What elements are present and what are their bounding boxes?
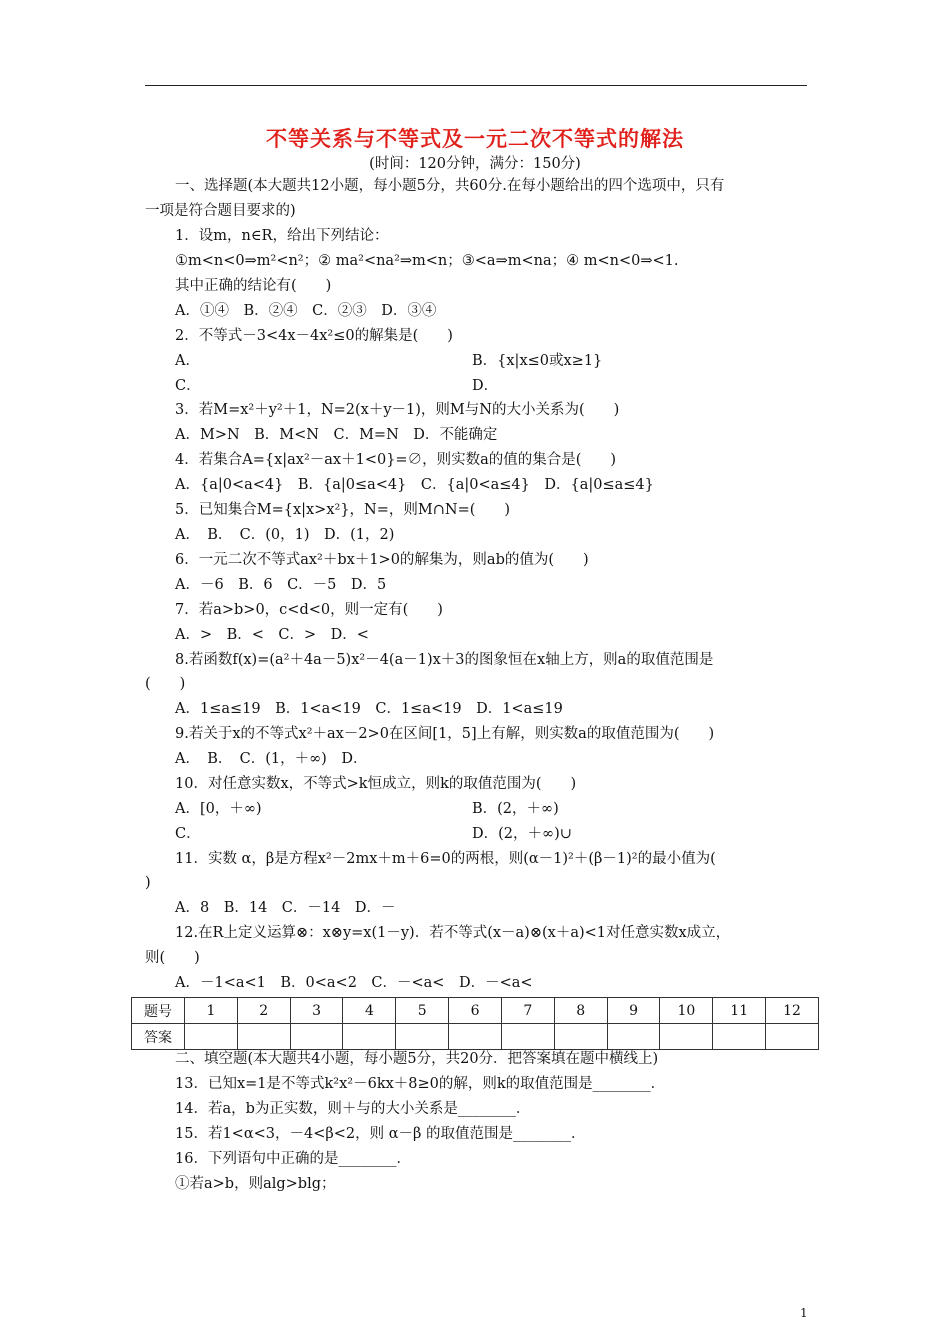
q1-options: A．①④ B．②④ C．②③ D．③④ bbox=[175, 303, 437, 319]
q2-option-b: B．{x|x≤0或x≥1} bbox=[472, 353, 603, 369]
q10-option-d: D．(2，＋∞)∪ bbox=[472, 826, 572, 842]
document-title: 不等关系与不等式及一元二次不等式的解法 bbox=[266, 126, 684, 151]
answer-table-header-row bbox=[132, 998, 819, 1024]
q10-option-c: C． bbox=[175, 826, 201, 842]
table-number-cell: 5 bbox=[396, 998, 449, 1024]
q2-option-a: A． bbox=[175, 353, 200, 369]
q1-prompt: 其中正确的结论有( ) bbox=[175, 278, 332, 294]
q6-options: A．－6 B．6 C．－5 D．5 bbox=[175, 577, 387, 593]
q10-option-a: A．[0，＋∞) bbox=[175, 801, 262, 817]
table-number-cell: 4 bbox=[343, 998, 396, 1024]
answer-cell[interactable] bbox=[343, 1024, 396, 1050]
q13-stem: 13．已知x=1是不等式k²x²－6kx＋8≥0的解，则k的取值范围是________． bbox=[175, 1076, 666, 1092]
q6-stem: 6．一元二次不等式ax²＋bx＋1>0的解集为，则ab的值为( ) bbox=[175, 552, 589, 568]
q12-options: A．－1<a<1 B．0<a<2 C．－<a< D．－<a< bbox=[175, 975, 533, 991]
answer-cell[interactable] bbox=[607, 1024, 660, 1050]
q1-statements: ①m<n<0⇒m²<n²；② ma²<na²⇒m<n；③<a⇒m<na；④ m<n<0⇒<1. bbox=[175, 253, 679, 269]
q8-stem: 8.若函数f(x)=(a²＋4a－5)x²－4(a－1)x＋3的图象恒在x轴上方，则a的取值范围是 bbox=[175, 652, 714, 668]
table-number-cell: 9 bbox=[607, 998, 660, 1024]
table-header-label: 题号 bbox=[132, 998, 185, 1024]
document-subtitle: (时间：120分钟，满分：150分) bbox=[369, 156, 581, 172]
answer-cell[interactable] bbox=[449, 1024, 502, 1050]
answer-cell[interactable] bbox=[185, 1024, 238, 1050]
q5-stem: 5．已知集合M={x|x>x²}，N=，则M∩N=( ) bbox=[175, 502, 511, 518]
q16-statement-1: ①若a>b，则alg>blg； bbox=[175, 1176, 336, 1192]
q11-stem-cont: ) bbox=[145, 875, 151, 891]
table-number-cell: 6 bbox=[449, 998, 502, 1024]
q10-stem: 10．对任意实数x，不等式>k恒成立，则k的取值范围为( ) bbox=[175, 776, 577, 792]
table-number-cell: 3 bbox=[290, 998, 343, 1024]
q4-stem: 4．若集合A={x|ax²－ax＋1<0}=∅，则实数a的值的集合是( ) bbox=[175, 452, 617, 468]
table-answer-label: 答案 bbox=[132, 1024, 185, 1050]
q11-options: A．8 B．14 C．－14 D．－ bbox=[175, 900, 396, 916]
q2-stem: 2．不等式－3<4x－4x²≤0的解集是( ) bbox=[175, 328, 453, 344]
q7-options: A．> B．< C．> D．< bbox=[175, 627, 369, 643]
answer-table bbox=[131, 997, 819, 1050]
table-number-cell: 2 bbox=[237, 998, 290, 1024]
answer-cell[interactable] bbox=[237, 1024, 290, 1050]
answer-cell[interactable] bbox=[290, 1024, 343, 1050]
table-number-cell: 10 bbox=[660, 998, 713, 1024]
q3-options: A．M>N B．M<N C．M=N D．不能确定 bbox=[175, 427, 498, 443]
q4-options: A．{a|0<a<4} B．{a|0≤a<4} C．{a|0<a≤4} D．{a|0≤a≤4} bbox=[175, 477, 654, 493]
q11-stem: 11．实数 α，β是方程x²－2mx＋m＋6=0的两根，则(α－1)²＋(β－1)²的最小值为( bbox=[175, 851, 716, 867]
q9-options: A． B． C．(1，＋∞) D． bbox=[175, 751, 368, 767]
answer-cell[interactable] bbox=[713, 1024, 766, 1050]
q2-option-c: C． bbox=[175, 378, 201, 394]
q15-stem: 15．若1<α<3，－4<β<2，则 α－β 的取值范围是________． bbox=[175, 1126, 586, 1142]
answer-cell[interactable] bbox=[396, 1024, 449, 1050]
answer-table-answer-row bbox=[132, 1024, 819, 1050]
q8-options: A．1≤a≤19 B．1<a<19 C．1≤a<19 D．1<a≤19 bbox=[175, 701, 563, 717]
table-number-cell: 7 bbox=[501, 998, 554, 1024]
q8-stem-cont: ( ) bbox=[145, 676, 186, 692]
q14-stem: 14．若a，b为正实数，则＋与的大小关系是________． bbox=[175, 1101, 531, 1117]
section1-heading-cont: 一项是符合题目要求的) bbox=[145, 203, 296, 219]
q12-stem-cont: 则( ) bbox=[145, 950, 200, 966]
table-number-cell: 11 bbox=[713, 998, 766, 1024]
header-rule bbox=[145, 85, 807, 86]
table-number-cell: 12 bbox=[766, 998, 819, 1024]
q3-stem: 3．若M=x²＋y²＋1，N=2(x＋y－1)，则M与N的大小关系为( ) bbox=[175, 402, 620, 418]
q1-stem: 1．设m，n∈R，给出下列结论： bbox=[175, 228, 389, 244]
q7-stem: 7．若a>b>0，c<d<0，则一定有( ) bbox=[175, 602, 443, 618]
page-number: 1 bbox=[800, 1306, 808, 1320]
q2-option-d: D． bbox=[472, 378, 499, 394]
section1-heading: 一、选择题(本大题共12小题，每小题5分，共60分.在每小题给出的四个选项中，只有 bbox=[175, 178, 725, 194]
table-number-cell: 8 bbox=[554, 998, 607, 1024]
answer-cell[interactable] bbox=[660, 1024, 713, 1050]
table-number-cell: 1 bbox=[185, 998, 238, 1024]
q16-stem: 16．下列语句中正确的是________． bbox=[175, 1151, 411, 1167]
answer-cell[interactable] bbox=[554, 1024, 607, 1050]
q5-options: A． B． C．(0，1) D．(1，2) bbox=[175, 527, 395, 543]
q10-option-b: B．(2，＋∞) bbox=[472, 801, 559, 817]
q9-stem: 9.若关于x的不等式x²＋ax－2>0在区间[1，5]上有解，则实数a的取值范围为( ) bbox=[175, 726, 715, 742]
section2-heading: 二、填空题(本大题共4小题，每小题5分，共20分．把答案填在题中横线上) bbox=[175, 1051, 659, 1067]
answer-cell[interactable] bbox=[501, 1024, 554, 1050]
q12-stem: 12.在R上定义运算⊗：x⊗y=x(1－y)．若不等式(x－a)⊗(x＋a)<1对任意实数x成立， bbox=[175, 925, 731, 941]
answer-cell[interactable] bbox=[766, 1024, 819, 1050]
